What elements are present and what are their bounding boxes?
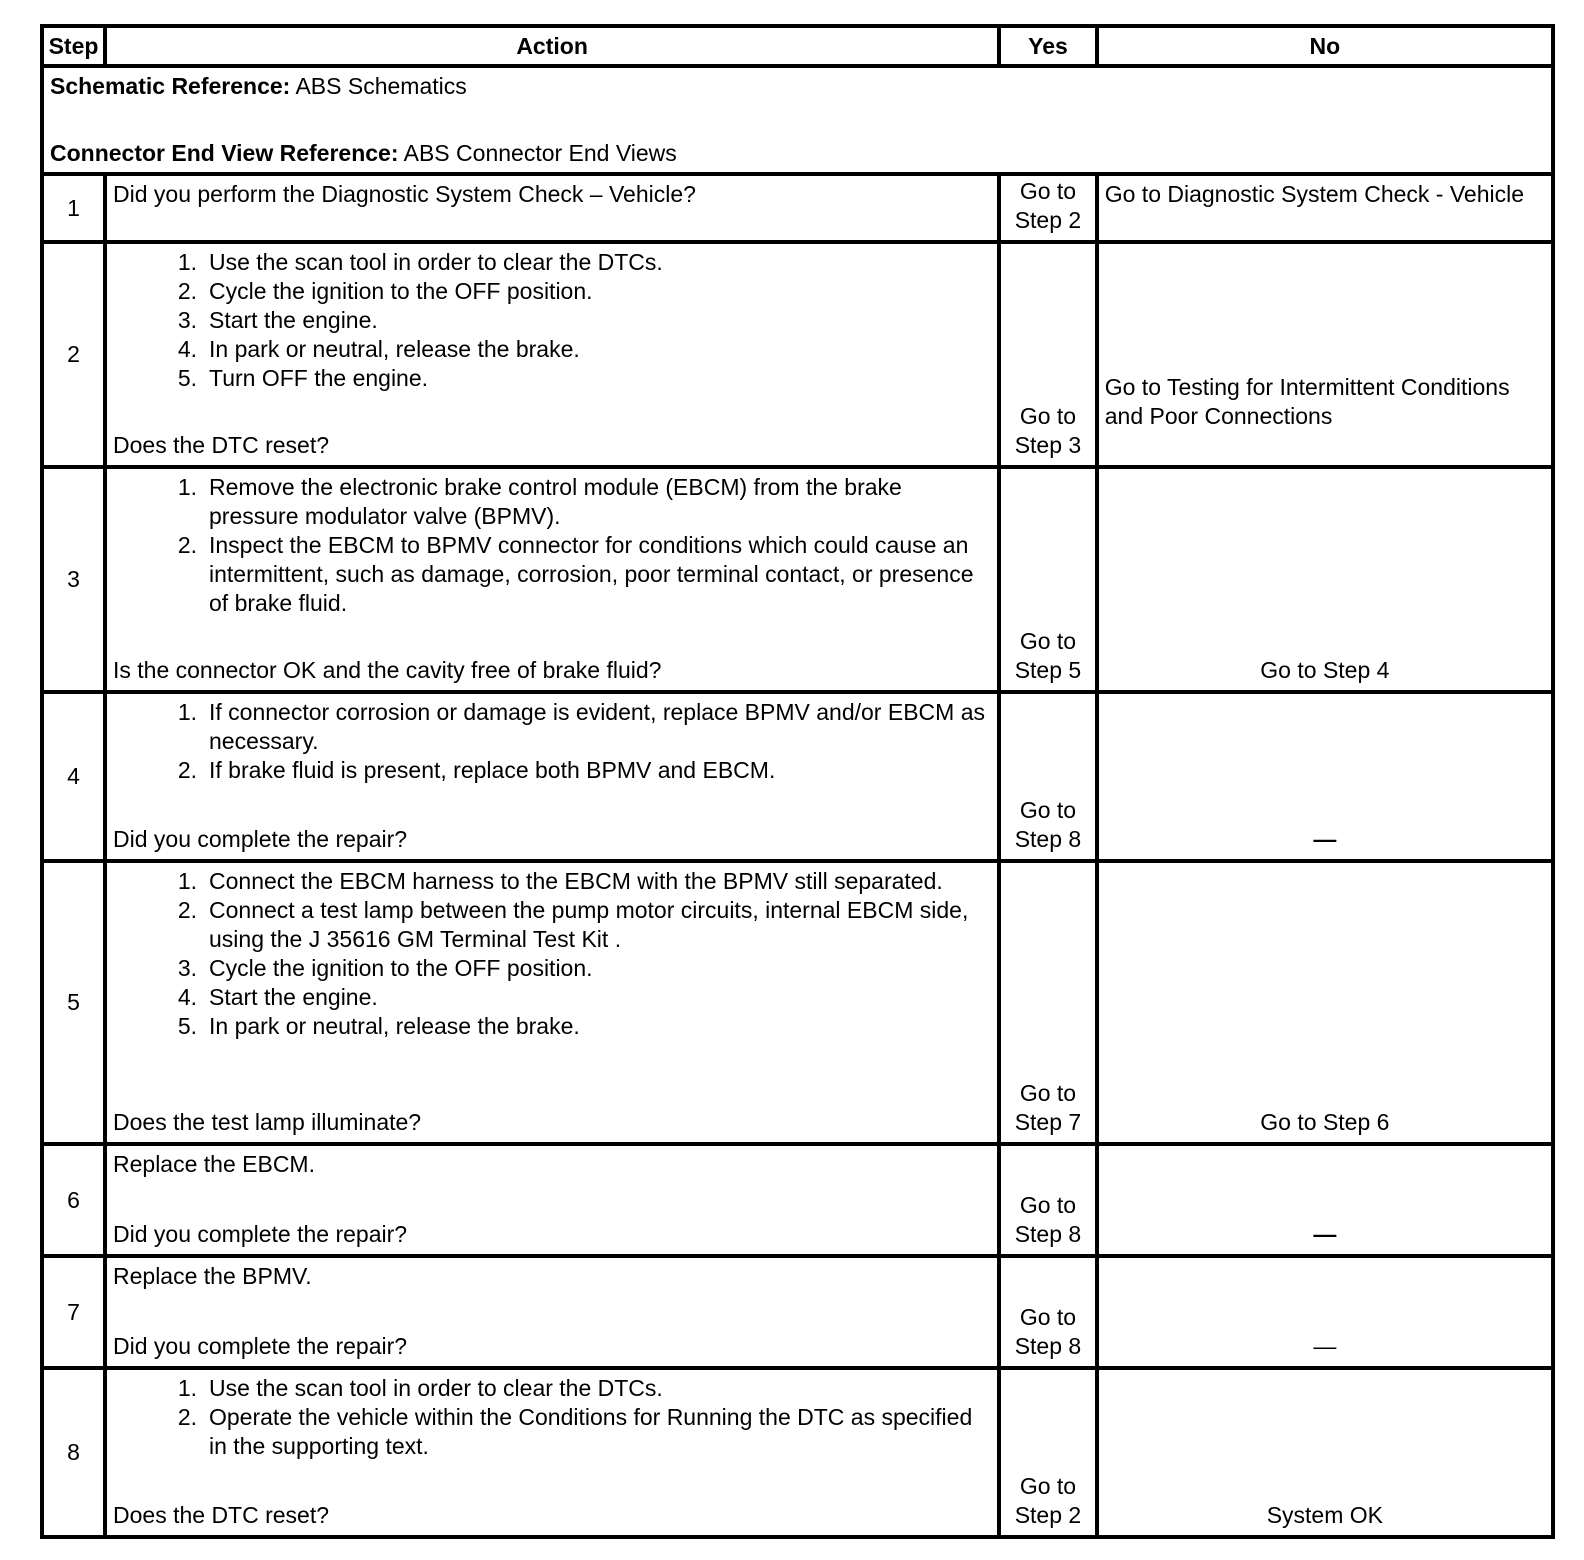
action-cell (105, 1256, 999, 1368)
action-cell (105, 1144, 999, 1256)
step-number: 3 (42, 467, 105, 692)
instruction-list (113, 473, 991, 618)
question-text: Does the DTC reset? (113, 432, 330, 458)
connector-reference-label: Connector End View Reference: (50, 140, 399, 166)
header-action: Action (105, 26, 999, 66)
reference-row (42, 66, 1553, 174)
table-row (42, 467, 1553, 692)
schematic-reference-label: Schematic Reference: (50, 73, 291, 99)
action-cell (105, 692, 999, 861)
table-row (42, 242, 1553, 467)
step-number: 7 (42, 1256, 105, 1368)
schematic-reference (50, 72, 1545, 101)
no-cell: Go to Diagnostic System Check - Vehicle (1097, 174, 1553, 242)
instruction-item: 2. Inspect the EBCM to BPMV connector for conditions which could cause an intermittent, such as damage, corrosion, poor terminal contact, or presence of brake fluid. (177, 532, 974, 616)
reference-cell (42, 66, 1553, 174)
no-cell: Go to Step 6 (1097, 861, 1553, 1144)
action-cell (105, 861, 999, 1144)
no-cell: System OK (1097, 1368, 1553, 1537)
instruction-list (113, 698, 991, 785)
header-no: No (1097, 26, 1553, 66)
connector-reference-value: ABS Connector End Views (403, 140, 677, 166)
table-row (42, 174, 1553, 242)
yes-cell: Go to Step 2 (999, 174, 1097, 242)
table-row (42, 861, 1553, 1144)
instruction-item: 3. Start the engine. (177, 307, 378, 333)
header-step: Step (42, 26, 105, 66)
step-number: 5 (42, 861, 105, 1144)
yes-cell: Go to Step 7 (999, 861, 1097, 1144)
instruction-item: 3. Cycle the ignition to the OFF position. (177, 955, 593, 981)
instruction-item: 5. In park or neutral, release the brake. (177, 1013, 580, 1039)
step-number: 6 (42, 1144, 105, 1256)
instruction-item: 4. In park or neutral, release the brake. (177, 336, 580, 362)
table-row (42, 692, 1553, 861)
header-yes: Yes (999, 26, 1097, 66)
question-text: Did you complete the repair? (113, 826, 408, 852)
action-cell (105, 1368, 999, 1537)
no-cell: — (1097, 1256, 1553, 1368)
step-number: 4 (42, 692, 105, 861)
instruction-item: 1. If connector corrosion or damage is evident, replace BPMV and/or EBCM as necessary. (177, 699, 985, 754)
yes-cell: Go to Step 2 (999, 1368, 1097, 1537)
instruction-item: 2. Operate the vehicle within the Conditions for Running the DTC as specified in the supporting text. (177, 1404, 973, 1459)
question-text: Does the test lamp illuminate? (113, 1109, 422, 1135)
instruction-item: 1. Connect the EBCM harness to the EBCM with the BPMV still separated. (177, 868, 943, 894)
instruction-item: 1. Remove the electronic brake control module (EBCM) from the brake pressure modulator valve (BPMV). (177, 474, 902, 529)
action-cell (105, 467, 999, 692)
question-text: Did you perform the Diagnostic System Check – Vehicle? (113, 181, 696, 207)
yes-cell: Go to Step 8 (999, 1256, 1097, 1368)
action-text: Replace the BPMV. (113, 1263, 312, 1289)
yes-cell: Go to Step 5 (999, 467, 1097, 692)
yes-cell: Go to Step 8 (999, 692, 1097, 861)
no-cell: — (1097, 692, 1553, 861)
no-cell: — (1097, 1144, 1553, 1256)
no-cell: Go to Step 4 (1097, 467, 1553, 692)
step-number: 2 (42, 242, 105, 467)
action-cell (105, 174, 999, 242)
step-number: 8 (42, 1368, 105, 1537)
instruction-item: 2. Connect a test lamp between the pump motor circuits, internal EBCM side, using the J 35616 GM Terminal Test Kit . (177, 897, 969, 952)
yes-cell: Go to Step 8 (999, 1144, 1097, 1256)
table-row (42, 1368, 1553, 1537)
no-cell: Go to Testing for Intermittent Conditions and Poor Connections (1097, 242, 1553, 467)
instruction-item: 1. Use the scan tool in order to clear the DTCs. (177, 249, 663, 275)
table-row (42, 1256, 1553, 1368)
question-text: Did you complete the repair? (113, 1333, 408, 1359)
action-cell (105, 242, 999, 467)
header-row (42, 26, 1553, 66)
question-text: Is the connector OK and the cavity free of brake fluid? (113, 657, 662, 683)
instruction-item: 2. Cycle the ignition to the OFF position. (177, 278, 593, 304)
question-text: Did you complete the repair? (113, 1221, 408, 1247)
connector-reference (50, 139, 1545, 168)
instruction-list (113, 1374, 991, 1461)
instruction-list (113, 867, 991, 1041)
diagnostic-table (40, 24, 1555, 1539)
step-number: 1 (42, 174, 105, 242)
instruction-item: 1. Use the scan tool in order to clear the DTCs. (177, 1375, 663, 1401)
yes-cell: Go to Step 3 (999, 242, 1097, 467)
question-text: Does the DTC reset? (113, 1502, 330, 1528)
instruction-list (113, 248, 991, 393)
instruction-item: 4. Start the engine. (177, 984, 378, 1010)
instruction-item: 5. Turn OFF the engine. (177, 365, 429, 391)
schematic-reference-value: ABS Schematics (295, 73, 467, 99)
action-text: Replace the EBCM. (113, 1151, 315, 1177)
instruction-item: 2. If brake fluid is present, replace both BPMV and EBCM. (177, 757, 776, 783)
table-row (42, 1144, 1553, 1256)
